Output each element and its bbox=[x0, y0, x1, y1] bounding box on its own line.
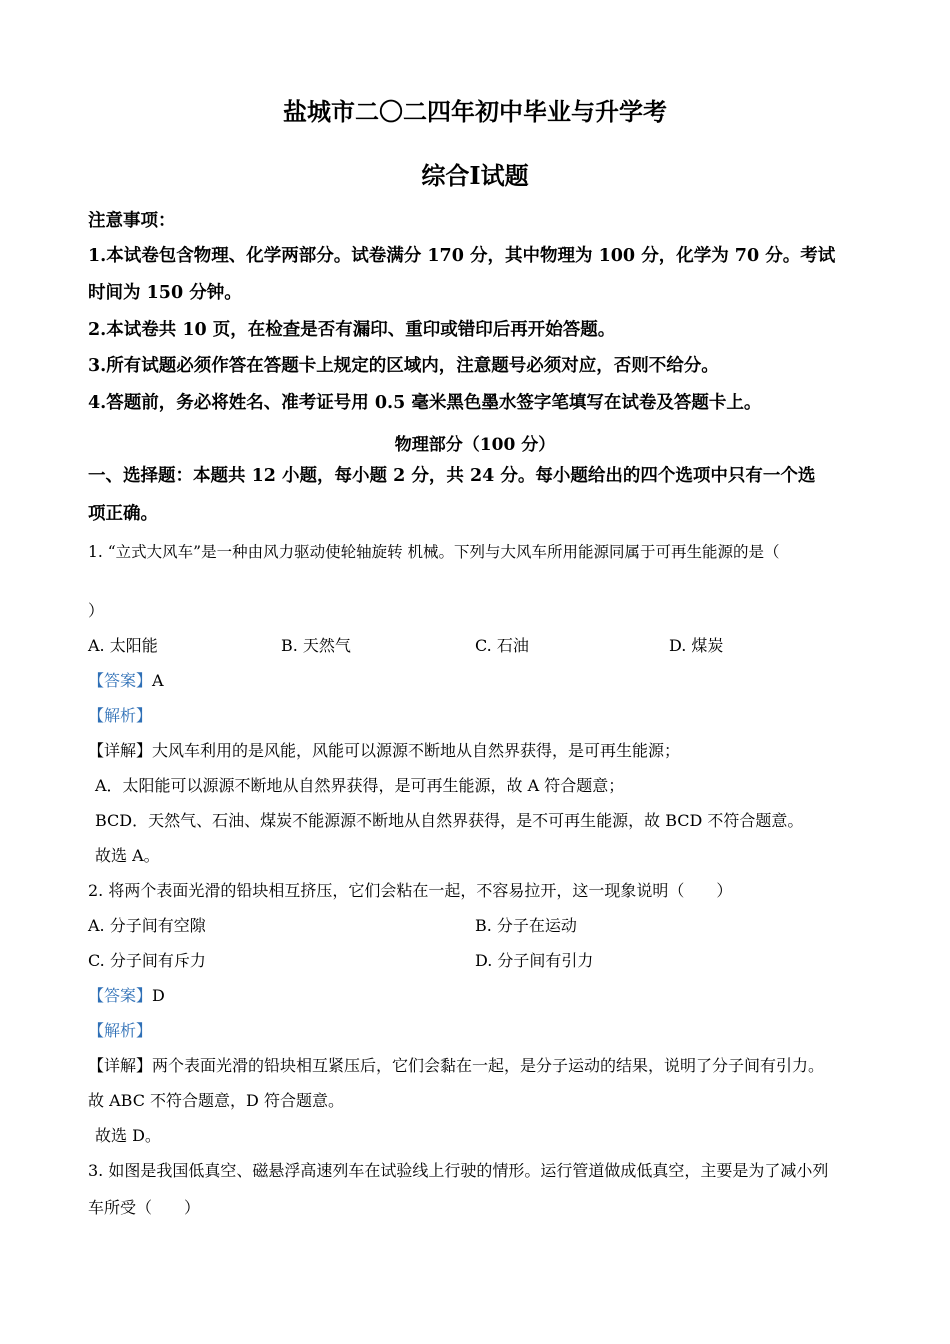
q2-detail-line-2: 故 ABC 不符合题意，D 符合题意。 bbox=[88, 1091, 344, 1110]
q1-option-b: B. 天然气 bbox=[281, 636, 351, 655]
notice-item-3: 3.所有试题必须作答在答题卡上规定的区域内，注意题号必须对应，否则不给分。 bbox=[88, 356, 719, 376]
q1-answer-label: 【答案】 bbox=[88, 671, 153, 690]
q2-answer-value: D bbox=[152, 986, 165, 1005]
q1-conclusion: 故选 A。 bbox=[95, 846, 160, 865]
page-title: 盐城市二〇二四年初中毕业与升学考 bbox=[283, 97, 667, 126]
q1-detail-text: 大风车利用的是风能，风能可以源源不断地从自然界获得，是可再生能源； bbox=[152, 741, 681, 760]
q3-stem-line-2: 车所受（ ） bbox=[88, 1198, 201, 1217]
q1-detail-bcd: BCD．天然气、石油、煤炭不能源源不断地从自然界获得，是不可再生能源，故 BCD 不符合题意。 bbox=[95, 811, 804, 830]
q2-option-c: C. 分子间有斥力 bbox=[88, 951, 206, 970]
q2-stem: 2. 将两个表面光滑的铅块相互挤压，它们会粘在一起，不容易拉开，这一现象说明（ ） bbox=[88, 881, 733, 900]
q2-analysis-label: 【解析】 bbox=[88, 1021, 153, 1040]
q2-answer-label: 【答案】 bbox=[88, 986, 153, 1005]
q1-answer bbox=[88, 670, 164, 692]
q1-detail-a: A．太阳能可以源源不断地从自然界获得，是可再生能源，故 A 符合题意； bbox=[95, 776, 625, 795]
q2-detail-label: 【详解】 bbox=[88, 1056, 153, 1075]
section1-line-2: 项正确。 bbox=[88, 504, 158, 524]
notice-item-1-line-1: 1.本试卷包含物理、化学两部分。试卷满分 170 分，其中物理为 100 分，化学为 70 分。考试 bbox=[88, 246, 836, 266]
physics-heading: 物理部分（100 分） bbox=[394, 435, 556, 455]
q3-stem-line-1: 3. 如图是我国低真空、磁悬浮高速列车在试验线上行驶的情形。运行管道做成低真空，主要是为了减小列 bbox=[88, 1161, 829, 1180]
q1-detail-label: 【详解】 bbox=[88, 741, 153, 760]
q2-option-a: A. 分子间有空隙 bbox=[88, 916, 206, 935]
q2-option-d: D. 分子间有引力 bbox=[475, 951, 594, 970]
q1-option-c: C. 石油 bbox=[475, 636, 529, 655]
q2-detail-line-1 bbox=[88, 1055, 824, 1077]
q2-detail-text: 两个表面光滑的铅块相互紧压后，它们会黏在一起，是分子运动的结果，说明了分子间有引力。 bbox=[152, 1056, 825, 1075]
notice-item-4: 4.答题前，务必将姓名、准考证号用 0.5 毫米黑色墨水签字笔填写在试卷及答题卡上。 bbox=[88, 393, 762, 413]
q1-option-d: D. 煤炭 bbox=[669, 636, 724, 655]
q2-conclusion: 故选 D。 bbox=[95, 1126, 161, 1145]
q1-option-a: A. 太阳能 bbox=[88, 636, 158, 655]
section1-line-1: 一、选择题：本题共 12 小题，每小题 2 分，共 24 分。每小题给出的四个选项中只有一个选 bbox=[88, 466, 816, 486]
q1-analysis-label: 【解析】 bbox=[88, 706, 153, 725]
q1-answer-value: A bbox=[152, 671, 164, 690]
q1-stem-line-1: 1. “立式大风车”是一种由风力驱动使轮轴旋转 机械。下列与大风车所用能源同属于可再生能源的是（ bbox=[88, 543, 780, 561]
notice-item-1-line-2: 时间为 150 分钟。 bbox=[88, 283, 242, 303]
q2-option-b: B. 分子在运动 bbox=[475, 916, 577, 935]
notice-item-2: 2.本试卷共 10 页，在检查是否有漏印、重印或错印后再开始答题。 bbox=[88, 320, 616, 340]
q1-stem-line-2: ） bbox=[88, 601, 105, 620]
page-subtitle: 综合Ⅰ试题 bbox=[421, 161, 529, 190]
q2-answer bbox=[88, 985, 165, 1007]
q1-detail bbox=[88, 740, 680, 762]
notice-heading: 注意事项： bbox=[88, 211, 176, 231]
